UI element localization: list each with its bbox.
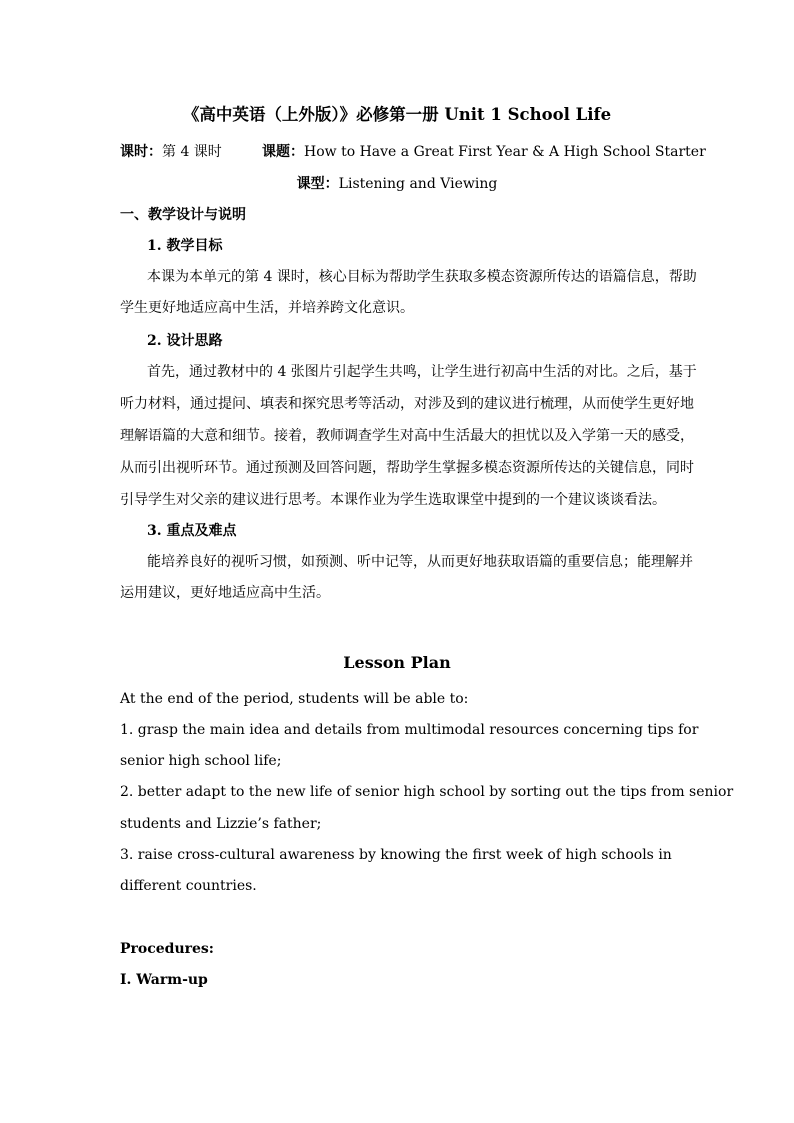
- objective-line: 3. raise cross-cultural awareness by knowing the first week of high schools in: [120, 847, 672, 863]
- paragraph-line: 能培养良好的视听习惯，如预测、听中记等，从而更好地获取语篇的重要信息；能理解并: [147, 554, 693, 570]
- paragraph-line: 学生更好地适应高中生活，并培养跨文化意识。: [120, 300, 414, 316]
- section-heading: 一、教学设计与说明: [120, 207, 246, 223]
- document-title: 《高中英语（上外版）》必修第一册 Unit 1 School Life: [182, 105, 612, 124]
- objective-line: 1. grasp the main idea and details from multimodal resources concerning tips for: [120, 722, 699, 738]
- paragraph-line: 本课为本单元的第 4 课时，核心目标为帮助学生获取多模态资源所传达的语篇信息，帮助: [147, 269, 697, 285]
- lesson-type-line: [0, 174, 794, 194]
- type-label: 课型：: [296, 176, 339, 192]
- paragraph-line: 听力材料，通过提问、填表和探究思考等活动，对涉及到的建议进行梳理，从而使学生更好地: [120, 396, 694, 412]
- type-value: Listening and Viewing: [338, 176, 498, 192]
- topic-label: 课题：: [262, 144, 304, 160]
- objective-line: different countries.: [120, 878, 257, 894]
- paragraph-line: 运用建议，更好地适应高中生活。: [120, 585, 330, 601]
- paragraph-line: 从而引出视听环节。通过预测及回答问题，帮助学生掌握多模态资源所传达的关键信息，同时: [120, 460, 694, 476]
- paragraph-line: 首先，通过教材中的 4 张图片引起学生共鸣，让学生进行初高中生活的对比。之后，基于: [147, 364, 697, 380]
- objective-line: senior high school life;: [120, 753, 282, 769]
- objective-intro: At the end of the period, students will be able to:: [120, 691, 469, 707]
- paragraph-line: 理解语篇的大意和细节。接着，教师调查学生对高中生活最大的担忧以及入学第一天的感受，: [120, 428, 694, 444]
- paragraph-line: 引导学生对父亲的建议进行思考。本课作业为学生选取课堂中提到的一个建议谈谈看法。: [120, 492, 666, 508]
- warm-up-heading: I. Warm-up: [120, 972, 208, 988]
- objective-line: students and Lizzie’s father;: [120, 816, 322, 832]
- topic-value: How to Have a Great First Year & A High School Starter: [304, 144, 706, 160]
- procedures-heading: Procedures:: [120, 941, 214, 957]
- period-label: 课时：: [120, 144, 162, 160]
- lesson-plan-heading: Lesson Plan: [343, 653, 451, 672]
- period-line: [120, 142, 222, 162]
- topic-line: [262, 142, 706, 162]
- subsection-heading-design: 2. 设计思路: [147, 333, 223, 349]
- period-value: 第 4 课时: [162, 144, 222, 160]
- objective-line: 2. better adapt to the new life of senior high school by sorting out the tips from senior: [120, 784, 734, 800]
- subsection-heading-objectives: 1. 教学目标: [147, 238, 223, 254]
- subsection-heading-key-points: 3. 重点及难点: [147, 523, 237, 539]
